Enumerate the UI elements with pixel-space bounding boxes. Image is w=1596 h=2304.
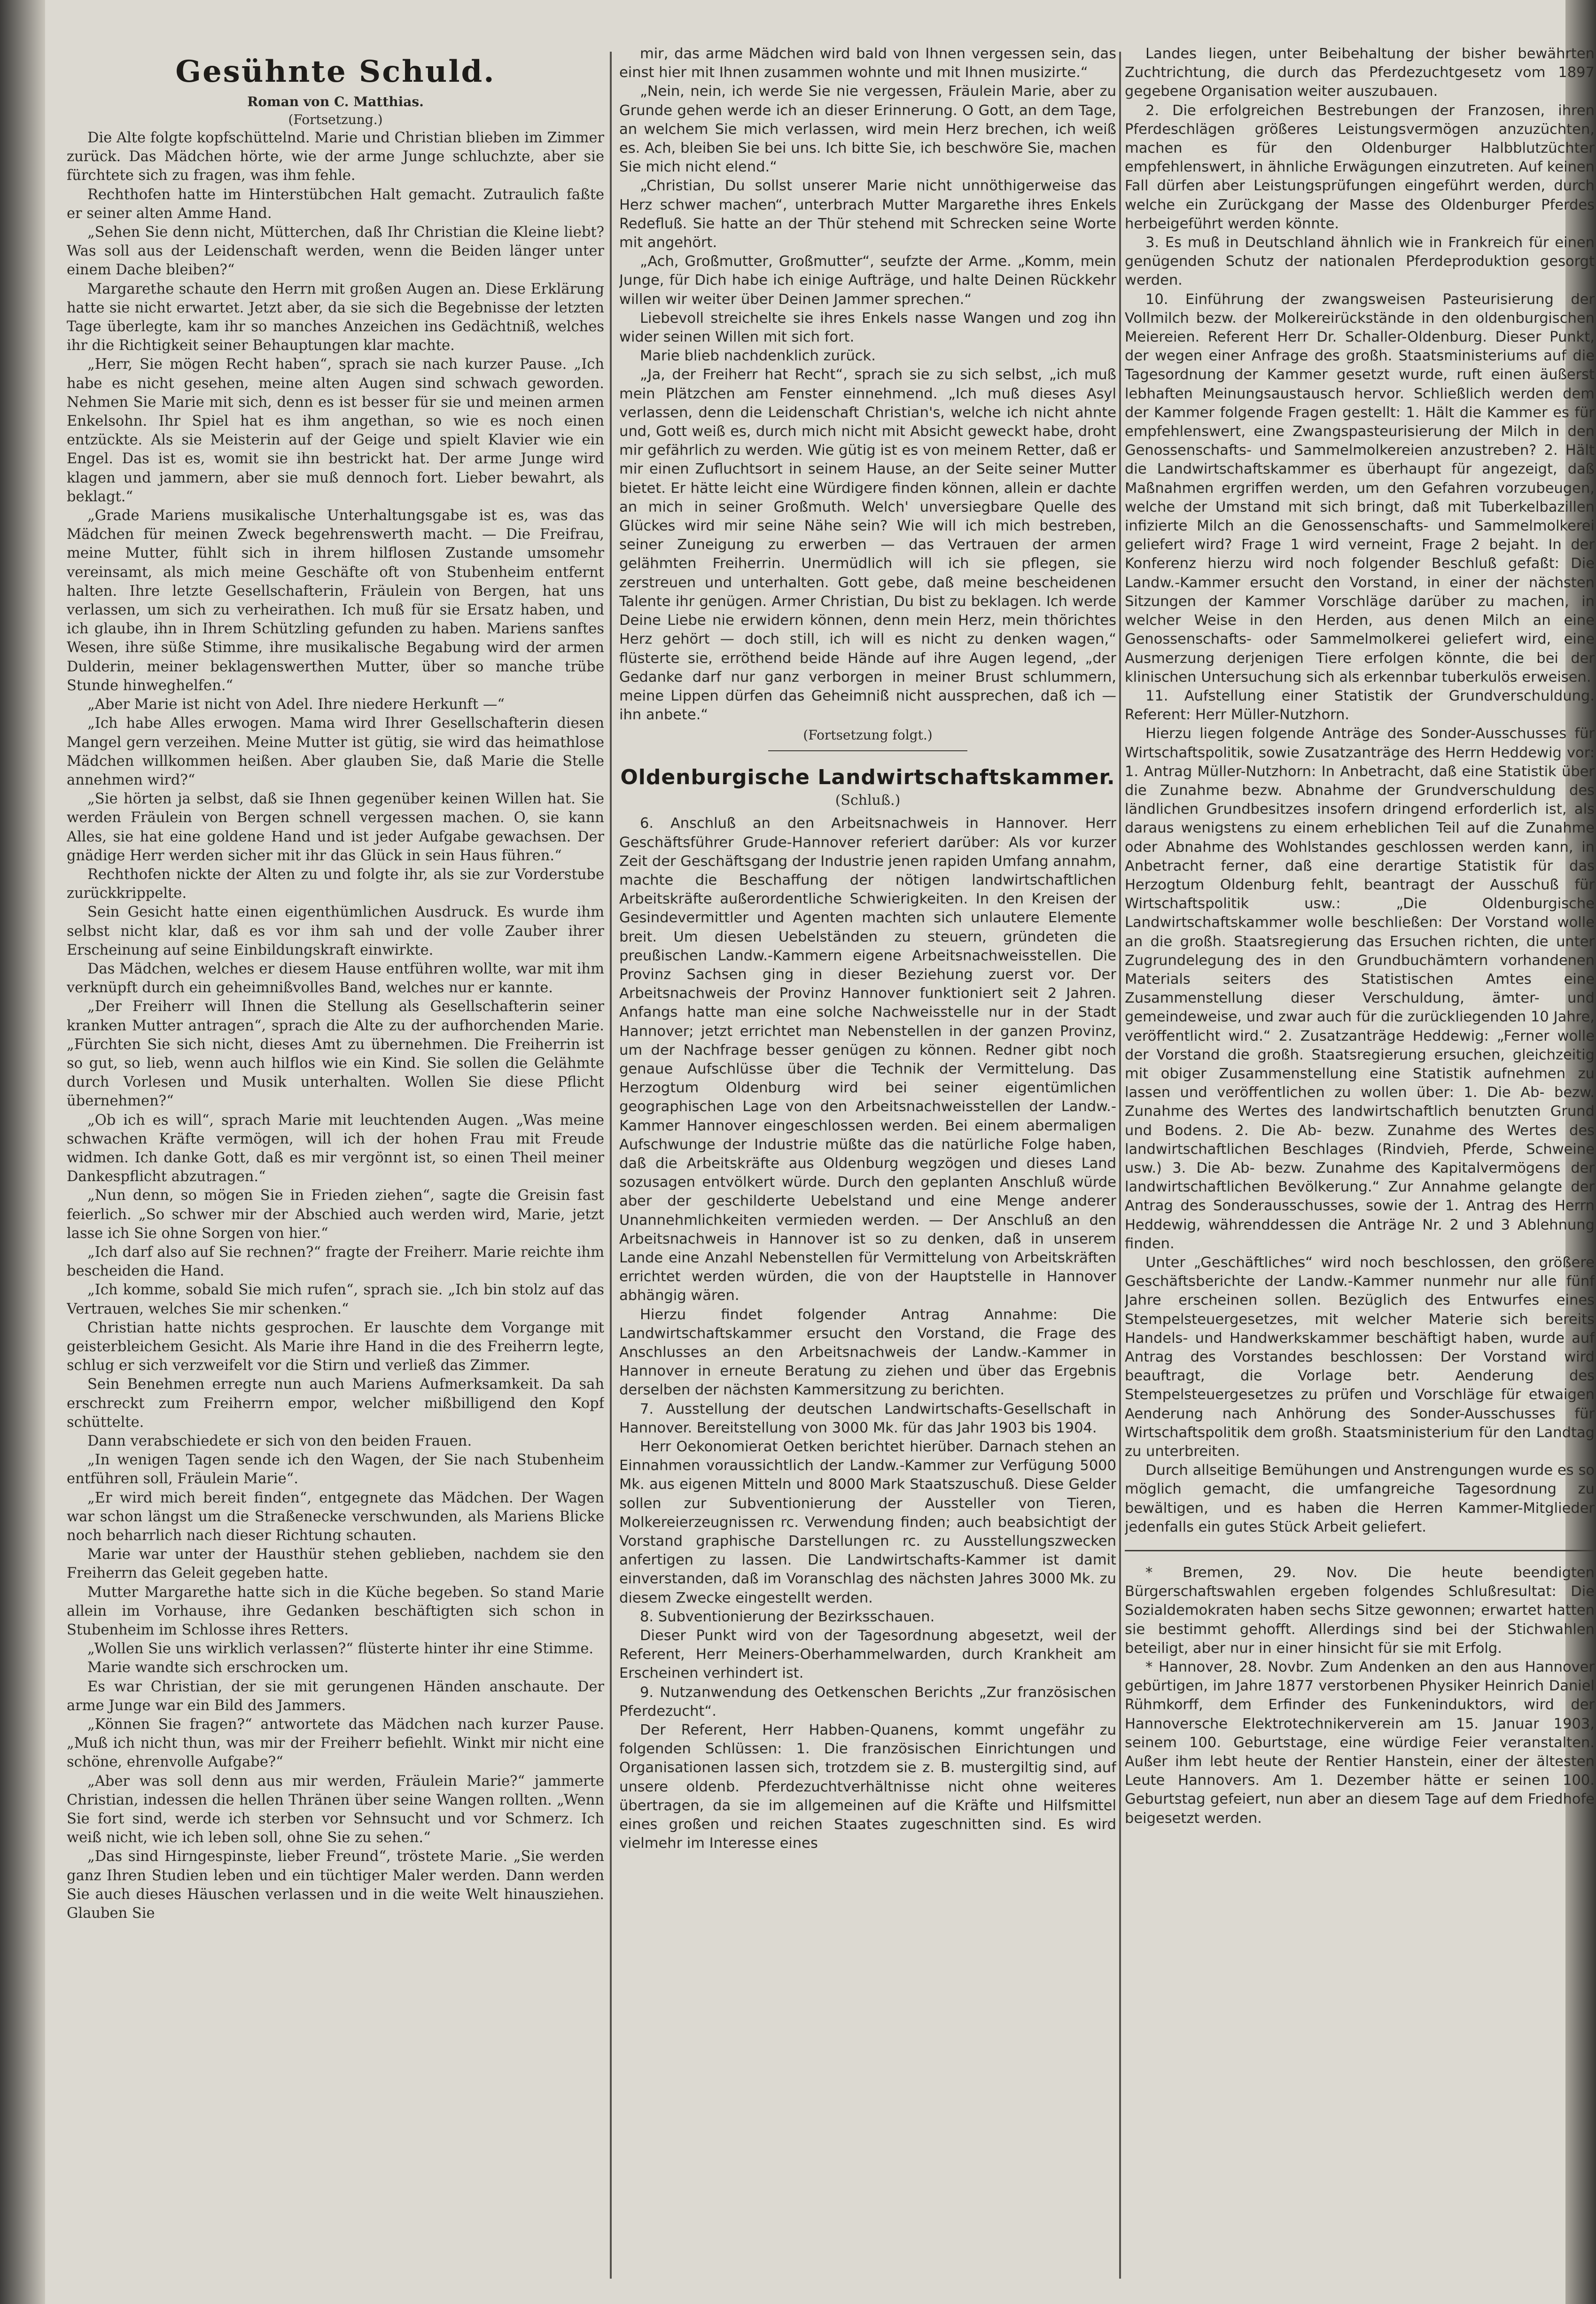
paragraph: Marie blieb nachdenklich zurück. <box>640 348 876 365</box>
chamber-report-text-continued <box>1125 45 1595 1537</box>
paragraph: „In wenigen Tagen sende ich den Wagen, der Sie nach Stubenheim entführen soll, Fräulein Marie“. <box>67 1452 604 1487</box>
to-be-continued-note: (Fortsetzung folgt.) <box>803 727 933 743</box>
paragraph: 7. Ausstellung der deutschen Landwirtschafts-Gesellschaft in Hannover. Bereitstellung von 3000 Mk. für das Jahr 1903 bis 1904. <box>619 1401 1116 1436</box>
paragraph: Christian hatte nichts gesprochen. Er lauschte dem Vorgange mit geisterbleichem Gesicht. Als Marie ihre Hand in die des Freiherrn legte, schlug er sich verzweifelt vor die Stirn und verließ das Zimmer. <box>67 1319 604 1374</box>
column-middle <box>619 45 1116 2281</box>
novel-text <box>67 129 604 1923</box>
paragraph: mir, das arme Mädchen wird bald von Ihnen vergessen sein, das einst hier mit Ihnen zusammen wohnte und mit Ihnen musizirte.“ <box>619 46 1116 81</box>
paragraph: 3. Es muß in Deutschland ähnlich wie in Frankreich für einen genügenden Schutz der nationalen Pferdeproduktion gesorgt werden. <box>1125 234 1595 289</box>
paragraph: „Ja, der Freiherr hat Recht“, sprach sie zu sich selbst, „ich muß mein Plätzchen am Fenster einnehmend. „Ich muß dieses Asyl verlassen, denn die Leidenschaft Christian's, welche ich nicht ahnte und, Gott weiß es, durch mich nicht mit Absicht geweckt habe, droht mir gefährlich zu werden. Wie gütig ist es von meinem Retter, daß er mir einen Zufluchtsort in seinem Hause, an der Seite seiner Mutter bietet. Er hätte leicht eine Würdigere finden können, allein er dachte an mich in seiner Großmuth. Welch' unversiegbare Quelle des Glückes wird mir seine Nähe sein? Wie will ich mich bestreben, seiner Zuneigung zu erwerben — das Vertrauen der armen gelähmten Freiherrin. Unermüdlich will ich sie pflegen, sie zerstreuen und unterhalten. Gott gebe, daß meine bescheidenen Talente ihr genügen. Armer Christian, Du bist zu beklagen. Ich werde Deine Liebe nie erwidern können, denn mein Herz, mein thörichtes Herz gehört — doch still, ich will es nicht zu denken wagen,“ flüsterte sie, erröthend beide Hände auf ihre Augen legend, „der Gedanke darf nur ganz verborgen in meiner Brust schlummern, meine Lippen dürfen das Geheimniß nicht aussprechen, daß ich — ihn anbete.“ <box>619 366 1116 724</box>
paragraph: Rechthofen hatte im Hinterstübchen Halt gemacht. Zutraulich faßte er seiner alten Amme Hand. <box>67 186 604 222</box>
novel-title: Gesühnte Schuld. <box>175 54 496 89</box>
novel-byline: Roman von C. Matthias. <box>247 94 424 109</box>
column-rule-left <box>610 52 612 2279</box>
paragraph: „Aber was soll denn aus mir werden, Fräulein Marie?“ jammerte Christian, indessen die hellen Thränen über seine Wangen rollten. „Wenn Sie fort sind, werde ich sterben vor Sehnsucht und vor Schmerz. Ich weiß nicht, wie ich leben soll, ohne Sie zu sehen.“ <box>67 1773 604 1846</box>
paragraph: Margarethe schaute den Herrn mit großen Augen an. Diese Erklärung hatte sie nicht erwartet. Jetzt aber, da sie sich die Begebnisse der letzten Tage überlegte, kam ihr so manches Anzeichen ins Gedächtniß, welches ihr die Richtigkeit seiner Behauptungen klar machte. <box>67 280 604 354</box>
paragraph: „Nun denn, so mögen Sie in Frieden ziehen“, sagte die Greisin fast feierlich. „So schwer mir der Abschied auch werden wird, Marie, jetzt lasse ich Sie ohne Sorgen von hier.“ <box>67 1187 604 1242</box>
paragraph: „Er wird mich bereit finden“, entgegnete das Mädchen. Der Wagen war schon längst um die Straßenecke verschwunden, als Mariens Blicke noch beharrlich nach dieser Richtung schauten. <box>67 1489 604 1544</box>
column-right <box>1125 45 1595 2281</box>
column-serial-novel <box>67 45 604 2281</box>
paragraph: 10. Einführung der zwangsweisen Pasteurisierung der Vollmilch bezw. der Molkereirückstände in den oldenburgischen Meiereien. Referent Herr Dr. Schaller-Oldenburg. Dieser Punkt, der wegen einer Anfrage des großh. Staatsministeriums auf die Tagesordnung der Kammer gesetzt wurde, ruft einen äußerst lebhaften Meinungsaustausch hervor. Schließlich werden dem der Kammer folgende Fragen gestellt: 1. Hält die Kammer es für empfehlenswert, eine Zwangspasteurisierung der Milch in den Genossenschafts- und Sammelmolkereien anzustreben? 2. Hält die Landwirtschaftskammer es überhaupt für angezeigt, daß Maßnahmen ergriffen werden, um den Gefahren vorzubeugen, welche der Umstand mit sich bringt, daß mit Tuberkelbazillen infizierte Milch an die Genossenschafts- und Sammelmolkerei geliefert wird? Frage 1 wird verneint, Frage 2 bejaht. In der Konferenz hierzu wird noch folgender Beschluß gefaßt: Die Landw.-Kammer ersucht den Vorstand, in einer der nächsten Sitzungen der Kammer Vorschläge darüber zu machen, in welcher Weise in den Herden, aus denen Milch an eine Genossenschafts- oder Sammelmolkerei geliefert wird, eine Ausmerzung derjenigen Tiere erfolgen könnte, die bei der klinischen Untersuchung sich als erkennbar tuberkulös erweisen. <box>1125 291 1595 685</box>
paragraph: „Ach, Großmutter, Großmutter“, seufzte der Arme. „Komm, mein Junge, für Dich habe ich einige Aufträge, und halte Deinen Rückkehr willen wir weiter über Deinen Jammer sprechen.“ <box>619 253 1116 308</box>
paragraph: Das Mädchen, welches er diesem Hause entführen wollte, war mit ihm verknüpft durch ein geheimnißvolles Band, welches nur er kannte. <box>67 960 604 996</box>
news-item: * Hannover, 28. Novbr. Zum Andenken an den aus Hannover gebürtigen, im Jahre 1877 verstorbenen Physiker Heinrich Daniel Rühmkorff, dem Erfinder des Funkeninduktors, wird der Hannoversche Elektrotechnikerverein am 15. Januar 1903, seinem 100. Geburtstage, eine würdige Feier veranstalten. Außer ihm lebt heute der Rentier Hanstein, einer der ältesten Leute Hannovers. Am 1. Dezember hätte er seinen 100. Geburtstag gefeiert, nun aber an diesem Tage auf dem Friedhofe beigesetzt werden. <box>1125 1659 1595 1827</box>
separator-short <box>768 750 967 751</box>
paragraph: Mutter Margarethe hatte sich in die Küche begeben. So stand Marie allein im Vorhause, ihre Gedanken beschäftigten sich schon in Stubenheim im Schlosse ihres Retters. <box>67 1584 604 1639</box>
paragraph: Der Referent, Herr Habben-Quanens, kommt ungefähr zu folgenden Schlüssen: 1. Die französischen Einrichtungen und Organisationen lassen sich, trotzdem sie z. B. mustergiltig sind, auf unsere oldenb. Pferdezuchtverhältnisse nicht ohne weiteres übertragen, da sie im allgemeinen auf die Kräfte und Hilfsmittel eines großen und reichen Staates zugeschnitten sind. Es wird vielmehr im Interesse eines <box>619 1722 1116 1852</box>
separator-news <box>1125 1550 1595 1551</box>
paragraph: 9. Nutzanwendung des Oetkenschen Berichts „Zur französischen Pferdezucht“. <box>619 1684 1116 1720</box>
paragraph: „Das sind Hirngespinste, lieber Freund“, tröstete Marie. „Sie werden ganz Ihren Studien leben und ein tüchtiger Maler werden. Dann werden Sie auch dieses Häuschen verlassen und in die weite Welt hinausziehen. Glauben Sie <box>67 1848 604 1922</box>
paragraph: Landes liegen, unter Beibehaltung der bisher bewährten Zuchtrichtung, die durch das Pferdezuchtgesetz vom 1897 gegebene Organisation weiter auszubauen. <box>1125 46 1595 100</box>
paragraph: Dann verabschiedete er sich von den beiden Frauen. <box>87 1433 472 1450</box>
chamber-report-text <box>619 814 1116 1853</box>
paragraph: Hierzu findet folgender Antrag Annahme: Die Landwirtschaftskammer ersucht den Vorstand, die Frage des Anschlusses an den Arbeitsnachweis der Landw.-Kammer in Hannover in erneute Beratung zu ziehen und über das Ergebnis derselben der nächsten Kammersitzung zu berichten. <box>619 1306 1116 1399</box>
paragraph: „Grade Mariens musikalische Unterhaltungsgabe ist es, was das Mädchen für meinen Zweck begehrenswerth macht. — Die Freifrau, meine Mutter, fühlt sich in ihrem hilflosen Zustande umsomehr vereinsamt, als mich meine Geschäfte oft von Stubenheim entfernt halten. Ihre letzte Gesellschafterin, Fräulein von Bergen, hat uns verlassen, um sich zu verheirathen. Ich muß für sie Ersatz haben, und ich glaube, ihn in Ihrem Schützling gefunden zu haben. Mariens sanftes Wesen, ihre süße Stimme, ihre musikalische Begabung wird der armen Dulderin, meiner beklagenswerthen Mutter, über so manche trübe Stunde hinweghelfen.“ <box>67 507 604 694</box>
paragraph: „Herr, Sie mögen Recht haben“, sprach sie nach kurzer Pause. „Ich habe es nicht gesehen, meine alten Augen sind schwach geworden. Nehmen Sie Marie mit sich, denn es ist besser für sie und meinen armen Enkelsohn. Ihr Spiel hat es ihm angethan, so wie es noch einen entzückte. Als sie Meisterin auf der Geige und spielt Klavier wie ein Engel. Das ist es, womit sie ihn bestrickt hat. Der arme Junge wird klagen und jammern, aber sie muß dennoch fort. Lieber bewahrt, als beklagt.“ <box>67 356 604 505</box>
paragraph: Die Alte folgte kopfschüttelnd. Marie und Christian blieben im Zimmer zurück. Das Mädchen hörte, wie der arme Junge schluchzte, aber sie fürchtete sich zu fragen, was ihm fehle. <box>67 130 604 184</box>
paragraph: „Christian, Du sollst unserer Marie nicht unnöthigerweise das Herz schwer machen“, unterbrach Mutter Margarethe ihres Enkels Redefluß. Sie hatte an der Thür stehend mit Schrecken seine Worte mit angehört. <box>619 178 1116 251</box>
paragraph: „Wollen Sie uns wirklich verlassen?“ flüsterte hinter ihr eine Stimme. <box>87 1641 594 1658</box>
paragraph: „Ob ich es will“, sprach Marie mit leuchtenden Augen. „Was meine schwachen Kräfte vermögen, will ich der hohen Frau mit Freude widmen. Ich danke Gott, daß es mir vergönnt ist, so einen Theil meiner Dankespflicht abzutragen.“ <box>67 1112 604 1185</box>
column-rule-right <box>1119 52 1121 2279</box>
paragraph: Es war Christian, der sie mit gerungenen Händen anschaute. Der arme Junge war ein Bild des Jammers. <box>67 1678 604 1714</box>
novel-text-continued <box>619 45 1116 724</box>
paragraph: Herr Oekonomierat Oetken berichtet hierüber. Darnach stehen an Einnahmen voraussichtlich der Landw.-Kammer zur Verfügung 5000 Mk. aus eigenen Mitteln und 8000 Mark Staatszuschuß. Diese Gelder sollen zur Subventionierung der Aussteller von Tieren, Molkereierzeugnissen rc. Verwendung finden; auch beabsichtigt der Vorstand graphische Darstellungen rc. zu Ausstellungszwecken anfertigen zu lassen. Die Landwirtschafts-Kammer ist damit einverstanden, daß im Voranschlag des nächsten Jahres 3000 Mk. zu diesem Zwecke eingestellt werden. <box>619 1439 1116 1606</box>
news-item: * Bremen, 29. Nov. Die heute beendigten Bürgerschaftswahlen ergeben folgendes Schlußresultat: Die Sozialdemokraten haben sechs Sitze gewonnen; erwartet hatten sie bestimmt gehofft. Allerdings sind bei der Stichwahlen beteiligt, aber nur in einer hinsicht für sie mit Erfolg. <box>1125 1565 1595 1657</box>
news-briefs <box>1125 1564 1595 1828</box>
paragraph: „Ich habe Alles erwogen. Mama wird Ihrer Gesellschafterin diesen Mangel gern verzeihen. Meine Mutter ist gütig, sie wird das heimathlose Mädchen willkommen heißen. Aber glauben Sie, daß Marie die Stelle annehmen wird?“ <box>67 715 604 788</box>
paragraph: „Aber Marie ist nicht von Adel. Ihre niedere Herkunft —“ <box>87 696 505 713</box>
paragraph: „Der Freiherr will Ihnen die Stellung als Gesellschafterin seiner kranken Mutter antragen“, sprach die Alte zu der aufhorchenden Marie. „Fürchten Sie sich nicht, dieses Amt zu übernehmen. Die Freiherrin ist so gut, so lieb, wenn auch hilflos wie ein Kind. Sie sollen die Gelähmte durch Vorlesen und Musik unterhalten. Wollen Sie diese Pflicht übernehmen?“ <box>67 998 604 1110</box>
paragraph: 6. Anschluß an den Arbeitsnachweis in Hannover. Herr Geschäftsführer Grude-Hannover referiert darüber: Als vor kurzer Zeit der Geschäftsgang der Industrie jenen rapiden Umfang annahm, machte die Beschaffung der nötigen landwirtschaftlichen Arbeitskräfte außerordentliche Schwierigkeiten. In den Kreisen der Gesindevermittler und Agenten machten sich unlautere Elemente breit. Um diesen Uebelständen zu steuern, gründeten die preußischen Landw.-Kammern eigene Arbeitsnachweisstellen. Die Provinz Sachsen ging in dieser Beziehung zuerst vor. Der Arbeitsnachweis der Provinz Hannover funktioniert seit 2 Jahren. Anfangs hatte man eine solche Nachweisstelle nur in der Stadt Hannover; jetzt errichtet man Nebenstellen in der ganzen Provinz, um der Nachfrage besser genügen zu können. Redner gibt noch genaue Aufschlüsse über die Technik der Vermittelung. Das Herzogtum Oldenburg wird bei seiner eigentümlichen geographischen Lage von den Arbeitsnachweisstellen der Landw.-Kammer Hannover eingeschlossen werden. Bei einem abermaligen Aufschwunge der Industrie müßte das die natürliche Folge haben, daß die Arbeitskräfte aus Oldenburg wegzögen und dieses Land sozusagen entvölkert würde. Durch den geplanten Anschluß würde aber der geschilderte Uebelstand und eine Menge anderer Unannehmlichkeiten vermieden werden. — Der Anschluß an den Arbeitsnachweis in Hannover ist so zu denken, daß in unserem Lande eine Anzahl Nebenstellen für Vermittelung von Arbeitskräften errichtet werden würden, die von der Hauptstelle in Hannover abhängig wären. <box>619 815 1116 1304</box>
paragraph: Marie war unter der Hausthür stehen geblieben, nachdem sie den Freiherrn das Geleit gegeben hatte. <box>67 1546 604 1582</box>
paragraph: Dieser Punkt wird von der Tagesordnung abgesetzt, weil der Referent, Herr Meiners-Oberhammelwarden, durch Krankheit am Erscheinen verhindert ist. <box>619 1627 1116 1682</box>
book-spine-shadow <box>0 0 45 2304</box>
paragraph: „Ich darf also auf Sie rechnen?“ fragte der Freiherr. Marie reichte ihm bescheiden die Hand. <box>67 1244 604 1280</box>
paragraph: 2. Die erfolgreichen Bestrebungen der Franzosen, ihren Pferdeschlägen größeres Leistungsvermögen anzuzüchten, machen es für den Oldenburger Halbblutzüchter empfehlenswert, in ähnliche Erwägungen einzutreten. Auf keinen Fall dürfen aber Leistungsprüfungen eingeführt werden, durch welche ein Zurückgang der Masse des Oldenburger Pferdes herbeigeführt werden könnte. <box>1125 102 1595 232</box>
continuation-note: (Fortsetzung.) <box>288 112 383 127</box>
paragraph: Sein Gesicht hatte einen eigenthümlichen Ausdruck. Es wurde ihm selbst nicht klar, daß es vor ihm sah und der volle Zauber ihrer Erscheinung auf seine Einbildungskraft einwirkte. <box>67 904 604 958</box>
paragraph: Hierzu liegen folgende Anträge des Sonder-Ausschusses für Wirtschaftspolitik, sowie Zusatzanträge des Herrn Heddewig vor: 1. Antrag Müller-Nutzhorn: In Anbetracht, daß eine Statistik über die Zunahme bezw. Abnahme der Grundverschuldung des ländlichen Grundbesitzes insofern dringend erforderlich ist, als daraus wenigstens zu einem erheblichen Teil auf die Zunahme oder Abnahme des Wohlstandes geschlossen werden kann, in Anbetracht ferner, daß eine derartige Statistik für das Herzogtum Oldenburg fehlt, beantragt der Ausschuß für Wirtschaftspolitik usw.: „Die Oldenburgische Landwirtschaftskammer wolle beschließen: Der Vorstand wolle an die großh. Staatsregierung das Ersuchen richten, die unter Zugrundelegung des in den Grundbuchämtern vorhandenen Materials seiters des Statistischen Amtes eine Zusammenstellung dieser Verschuldung, ämter- und gemeindeweise, und zwar auch für die zurückliegenden 10 Jahre, veröffentlicht wird.“ 2. Zusatzanträge Heddewig: „Ferner wolle der Vorstand die großh. Staatsregierung ersuchen, gleichzeitig mit obiger Zusammenstellung eine Statistik aufnehmen zu lassen und veröffentlichen zu wollen über: 1. Die Ab- bezw. Zunahme des Wertes des landwirtschaftlich benutzten Grund und Bodens. 2. Die Ab- bezw. Zunahme des Wertes des landwirtschaftlichen Beschlages (Rindvieh, Pferde, Schweine usw.) 3. Die Ab- bezw. Zunahme des Kapitalvermögens der landwirtschaftlichen Bevölkerung.“ Zur Annahme gelangte der Antrag des Sonderausschusses, sowie der 1. Antrag des Herrn Heddewig, währenddessen die Anträge Nr. 2 und 3 Ablehnung finden. <box>1125 725 1595 1252</box>
paragraph: Unter „Geschäftliches“ wird noch beschlossen, den größere Geschäftsberichte der Landw.-Kammer nunmehr nur alle fünf Jahre erscheinen sollen. Bezüglich des Entwurfes eines Stempelsteuergesetzes, mit welcher Materie sich bereits Handels- und Handwerkskammer beschäftigt haben, wurde auf Antrag des Vorstandes beschlossen: Der Vorstand wird beauftragt, die Vorlage betr. Aenderung des Stempelsteuergesetzes zu prüfen und Vorschläge für etwaigen Aenderung nach Anhörung des Sonder-Ausschusses für Wirtschaftspolitik dem großh. Staatsministerium für den Landtag zu unterbreiten. <box>1125 1254 1595 1460</box>
paragraph: Sein Benehmen erregte nun auch Mariens Aufmerksamkeit. Da sah erschreckt zum Freiherrn empor, welcher mißbilligend den Kopf schüttelte. <box>67 1376 604 1431</box>
paragraph: Durch allseitige Bemühungen und Anstrengungen wurde es so möglich gemacht, die umfangreiche Tagesordnung zu bewältigen, und es haben die Herren Kammer-Mitglieder jedenfalls ein gutes Stück Arbeit geliefert. <box>1125 1462 1595 1535</box>
article-heading-landwirtschaftskammer: Oldenburgische Landwirtschaftskammer. <box>620 765 1115 790</box>
paragraph: „Ich komme, sobald Sie mich rufen“, sprach sie. „Ich bin stolz auf das Vertrauen, welches Sie mir schenken.“ <box>67 1282 604 1317</box>
paragraph: „Nein, nein, ich werde Sie nie vergessen, Fräulein Marie, aber zu Grunde gehen werde ich an dieser Erinnerung. O Gott, an dem Tage, an welchem Sie mich verlassen, wird mein Herz brechen, ich weiß es. Ach, bleiben Sie bei uns. Ich bitte Sie, ich beschwöre Sie, machen Sie mich nicht elend.“ <box>619 83 1116 176</box>
paragraph: „Sie hörten ja selbst, daß sie Ihnen gegenüber keinen Willen hat. Sie werden Fräulein von Bergen schnell vergessen machen. O, sie kann Alles, sie hat eine goldene Hand und ist jeder Aufgabe gewachsen. Der gnädige Herr werden sicher mit ihr das Glück in sein Haus führen.“ <box>67 791 604 864</box>
paragraph: „Können Sie fragen?“ antwortete das Mädchen nach kurzer Pause. „Muß ich nicht thun, was mir der Freiherr befiehlt. Winkt mir nicht eine schöne, ehrenvolle Aufgabe?“ <box>67 1716 604 1771</box>
paragraph: 11. Aufstellung einer Statistik der Grundverschuldung. Referent: Herr Müller-Nutzhorn. <box>1125 687 1595 724</box>
paragraph: 8. Subventionierung der Bezirksschauen. <box>640 1608 935 1625</box>
paragraph: Rechthofen nickte der Alten zu und folgte ihr, als sie zur Vorderstube zurückkrippelte. <box>67 866 604 902</box>
paragraph: Liebevoll streichelte sie ihres Enkels nasse Wangen und zog ihn wider seinen Willen mit sich fort. <box>619 310 1116 346</box>
paragraph: Marie wandte sich erschrocken um. <box>87 1659 349 1676</box>
paragraph: „Sehen Sie denn nicht, Mütterchen, daß Ihr Christian die Kleine liebt? Was soll aus der Leidenschaft werden, wenn die Beiden länger unter einem Dache bleiben?“ <box>67 224 604 279</box>
article-subheading: (Schluß.) <box>835 792 901 809</box>
